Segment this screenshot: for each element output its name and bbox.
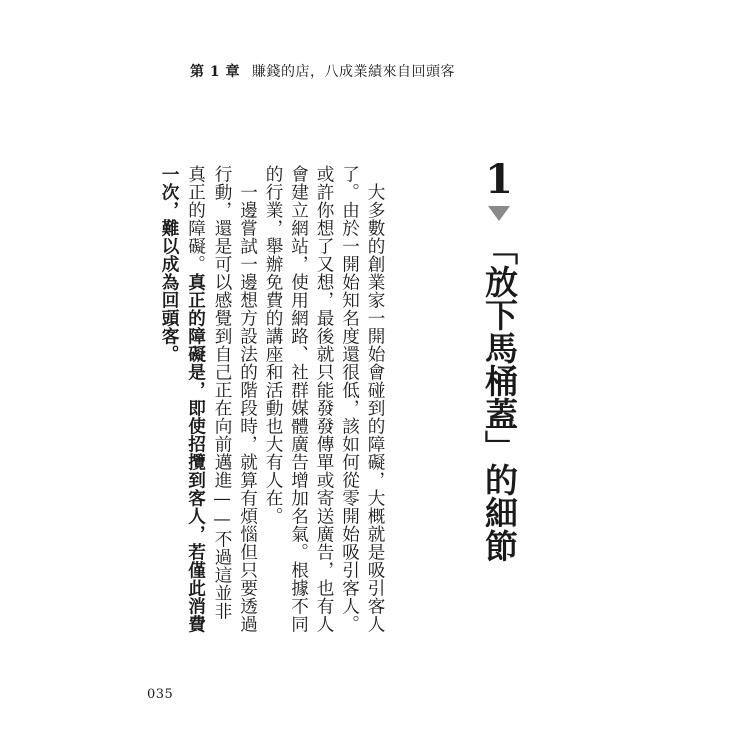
paragraph-2 [156,165,260,633]
chapter-subtitle: 賺錢的店，八成業績來自回頭客 [252,64,455,80]
paragraph-2-text: 一邊嘗試一邊想方設法的階段時，就算有煩惱但只要透過行動，還是可以感覺到自己正在向前邁進——不過這並非真正的障礙。 [185,165,258,633]
page-number: 035 [147,687,174,702]
section-title: 「放下馬桶蓋」的細節 [480,232,519,562]
running-header [190,61,455,81]
section-number: 1 [485,156,513,203]
paragraph-2-emphasis: 真正的障礙是，即使招攬到客人，若僅此消費一次，難以成為回頭客。 [159,165,207,633]
body-text [159,165,387,633]
paragraph-1: 大多數的創業家一開始會碰到的障礙，大概就是吸引客人了。由於一開始知名度還很低，該如何從零開始吸引客人。或許你想了又想，最後就只能發發傳單或寄送廣告，也有人會建立網站，使用網路、社群媒體廣告增加名氣。根據不同的行業，舉辦免費的講座和活動也大有人在。 [263,165,385,633]
chapter-label: 第 1 章 [190,64,240,80]
triangle-down-icon [488,206,510,221]
